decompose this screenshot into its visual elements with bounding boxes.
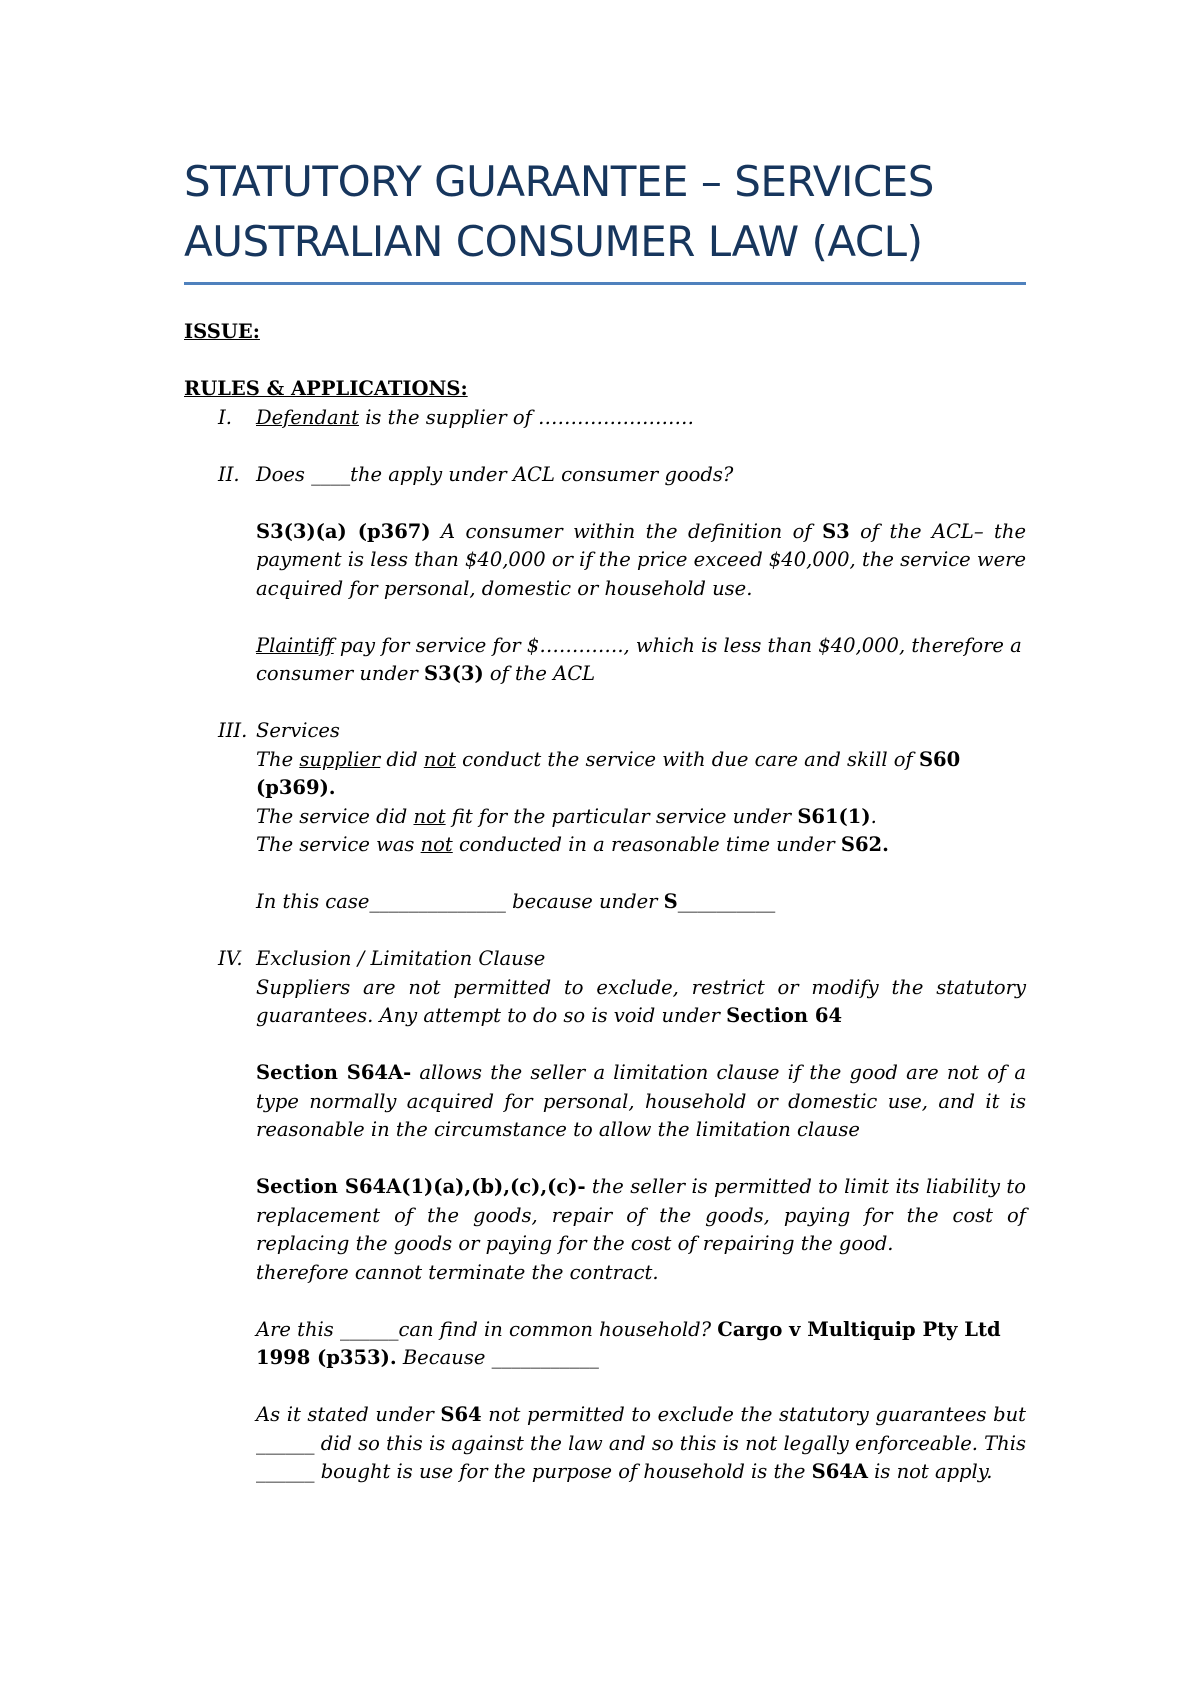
conclusion-paragraph: [256, 1401, 1026, 1487]
care-skill-line: [256, 746, 1026, 775]
numeral: II.: [218, 462, 240, 486]
text: In this case______________ because under: [256, 890, 664, 913]
text: Suppliers are not permitted to exclude, restrict or modify the statutory guarantees. Any attempt to do so is void under: [256, 975, 1026, 1027]
text: allows the seller a limitation clause if the good are not of a type normally acquired for personal, household or domestic use, and it is reasonable in the circumstance to allow the limitation clause: [256, 1061, 1026, 1141]
fit-purpose-line: [256, 803, 1026, 832]
title-line-1: STATUTORY GUARANTEE – SERVICES: [184, 157, 934, 206]
section-ref: S62.: [840, 833, 889, 856]
case-citation: Cargo v Multiquip Pty Ltd 1998 (p353).: [256, 1317, 1001, 1369]
rule-item-4: [184, 945, 1026, 1487]
page-ref-line: [256, 774, 1026, 803]
s3-text: A consumer within the definition of: [430, 519, 823, 543]
plaintiff-text: of the ACL: [483, 662, 596, 685]
s3-paragraph: [256, 518, 1026, 604]
plaintiff-label: Plaintiff: [256, 633, 334, 657]
rule-item-1: [184, 404, 1026, 433]
rules-heading: RULES & APPLICATIONS:: [184, 377, 468, 400]
text: Because ___________: [396, 1346, 599, 1369]
s64-paragraph: [256, 974, 1026, 1031]
text: is not apply.: [867, 1460, 993, 1483]
text: The service was: [256, 833, 421, 856]
text: conduct the service with due care and skill of: [455, 747, 919, 771]
section-ref: S64A: [811, 1460, 868, 1483]
section-ref: S3(3): [424, 662, 484, 685]
text: the seller is permitted to limit its liability to replacement of the goods, repair of the goods, paying for the cost of replacing the goods or paying for the cost of repairing the good.: [256, 1175, 1026, 1255]
numeral: I.: [218, 405, 232, 429]
section-ref: S61(1): [797, 804, 871, 828]
supplier-text: is the supplier of ……………………: [359, 405, 694, 429]
s64a1-paragraph: [256, 1173, 1026, 1259]
section-ref: S64: [440, 1403, 482, 1426]
title-divider: [184, 282, 1026, 285]
not-label: not: [413, 804, 446, 828]
rule-item-3: [184, 717, 1026, 917]
terminate-line: therefore cannot terminate the contract.: [256, 1260, 659, 1284]
supplier-label: supplier: [299, 747, 381, 771]
plaintiff-text: pay for service for $…………., which is less than $40,000, therefore a consumer under: [256, 633, 1022, 685]
text: Are this ______can find in common household?: [256, 1317, 718, 1341]
household-paragraph: [256, 1316, 1026, 1373]
title-line-2: AUSTRALIAN CONSUMER LAW (ACL): [184, 217, 923, 266]
text: fit for the particular service under: [445, 804, 798, 828]
issue-heading: ISSUE:: [184, 320, 260, 343]
section-ref: Section 64: [726, 1004, 843, 1027]
numeral: III.: [218, 719, 248, 742]
s3-text: of the ACL– the payment is less than $40,000 or if the price exceed $40,000, the service were acquired for personal, domestic or household use.: [256, 519, 1026, 600]
text: The: [256, 747, 300, 771]
document-title: [184, 152, 1026, 285]
section-ref: S60: [918, 747, 961, 771]
section-ref: Section S64A(1)(a),(b),(c),(c)-: [256, 1175, 586, 1198]
section-ref: S3: [822, 519, 850, 543]
text: __________: [677, 890, 776, 913]
section-ref: S: [663, 890, 678, 913]
document-body: [184, 318, 1026, 1487]
question-text: Does ____the apply under ACL consumer goods?: [256, 462, 734, 486]
text: did: [380, 747, 424, 771]
text: .: [870, 804, 877, 828]
not-label: not: [420, 833, 453, 856]
s64a-paragraph: [256, 1059, 1026, 1145]
not-label: not: [423, 747, 456, 771]
text: The service did: [256, 804, 414, 828]
section-ref: Section S64A-: [256, 1061, 412, 1084]
numeral: IV.: [218, 947, 243, 970]
plaintiff-paragraph: [256, 632, 1026, 689]
defendant-label: Defendant: [256, 405, 359, 429]
exclusion-heading: Exclusion / Limitation Clause: [256, 947, 546, 970]
services-heading: Services: [256, 719, 340, 742]
section-ref: S3(3)(a) (p367): [256, 519, 431, 543]
text: As it stated under: [256, 1403, 441, 1426]
text: conducted in a reasonable time under: [452, 833, 841, 856]
section-ref: (p369).: [256, 776, 336, 799]
reasonable-time-line: [256, 831, 1026, 860]
case-line: [256, 888, 1026, 917]
text: not permitted to exclude the statutory guarantees but ______ did so this is against the law and so this is not legally enforceable. This ______ bought is use for the purpose of household is the: [256, 1403, 1027, 1483]
rule-item-2: [184, 461, 1026, 689]
